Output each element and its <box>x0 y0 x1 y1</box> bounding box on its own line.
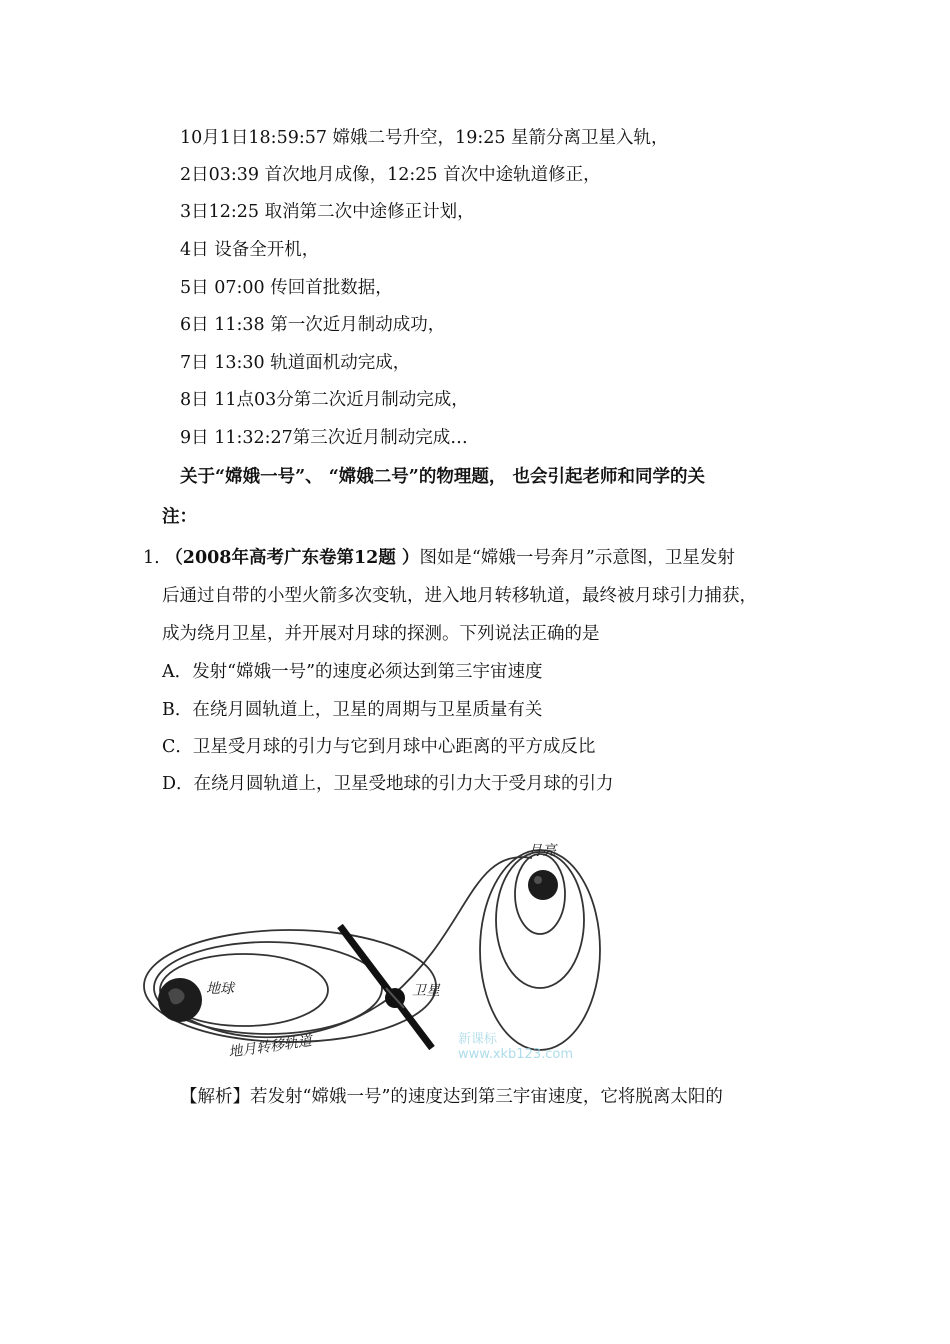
transfer-orbit-label: 地月转移轨道 <box>227 1033 313 1061</box>
timeline-item: 8日 11点03分第二次近月制动完成， <box>180 390 469 410</box>
question-source: （2008年高考广东卷第12题 ） <box>165 548 420 568</box>
question-number: 1. <box>143 548 160 568</box>
timeline-item: 10月1日18:59:57 嫦娥二号升空，19:25 星箭分离卫星入轨， <box>180 128 669 148</box>
question-first-line <box>143 546 735 570</box>
moon-icon <box>528 870 558 900</box>
option-c: C．卫星受月球的引力与它到月球中心距离的平方成反比 <box>162 737 596 757</box>
watermark: 新课标 www.xkb123.com <box>458 1032 574 1062</box>
timeline-item: 2日03:39 首次地月成像，12:25 首次中途轨道修正， <box>180 165 601 185</box>
moon-label: 月亮 <box>528 843 556 859</box>
timeline-item: 7日 13:30 轨道面机动完成， <box>180 353 411 373</box>
timeline-item: 9日 11:32:27第三次近月制动完成… <box>180 428 468 448</box>
timeline-item: 3日12:25 取消第二次中途修正计划， <box>180 202 475 222</box>
intro-line: 注： <box>162 507 197 527</box>
intro-line: 关于“嫦娥一号”、 “嫦娥二号”的物理题， 也会引起老师和同学的关 <box>180 467 705 487</box>
question-stem: 图如是“嫦娥一号奔月”示意图，卫星发射 <box>419 548 735 568</box>
option-a: A．发射“嫦娥一号”的速度必须达到第三宇宙速度 <box>162 662 543 682</box>
timeline-item: 6日 11:38 第一次近月制动成功， <box>180 315 446 335</box>
question-stem: 成为绕月卫星，并开展对月球的探测。下列说法正确的是 <box>162 624 600 644</box>
analysis-line: 【解析】若发射“嫦娥一号”的速度达到第三宇宙速度，它将脱离太阳的 <box>180 1087 723 1107</box>
orbit-diagram <box>140 828 610 1078</box>
earth-label: 地球 <box>206 981 234 997</box>
question-stem: 后通过自带的小型火箭多次变轨，进入地月转移轨道，最终被月球引力捕获， <box>162 586 757 606</box>
timeline-item: 5日 07:00 传回首批数据， <box>180 278 393 298</box>
option-d: D．在绕月圆轨道上，卫星受地球的引力大于受月球的引力 <box>162 774 614 794</box>
satellite-label: 卫星 <box>412 983 440 999</box>
timeline-item: 4日 设备全开机， <box>180 240 320 260</box>
option-b: B．在绕月圆轨道上，卫星的周期与卫星质量有关 <box>162 700 543 720</box>
